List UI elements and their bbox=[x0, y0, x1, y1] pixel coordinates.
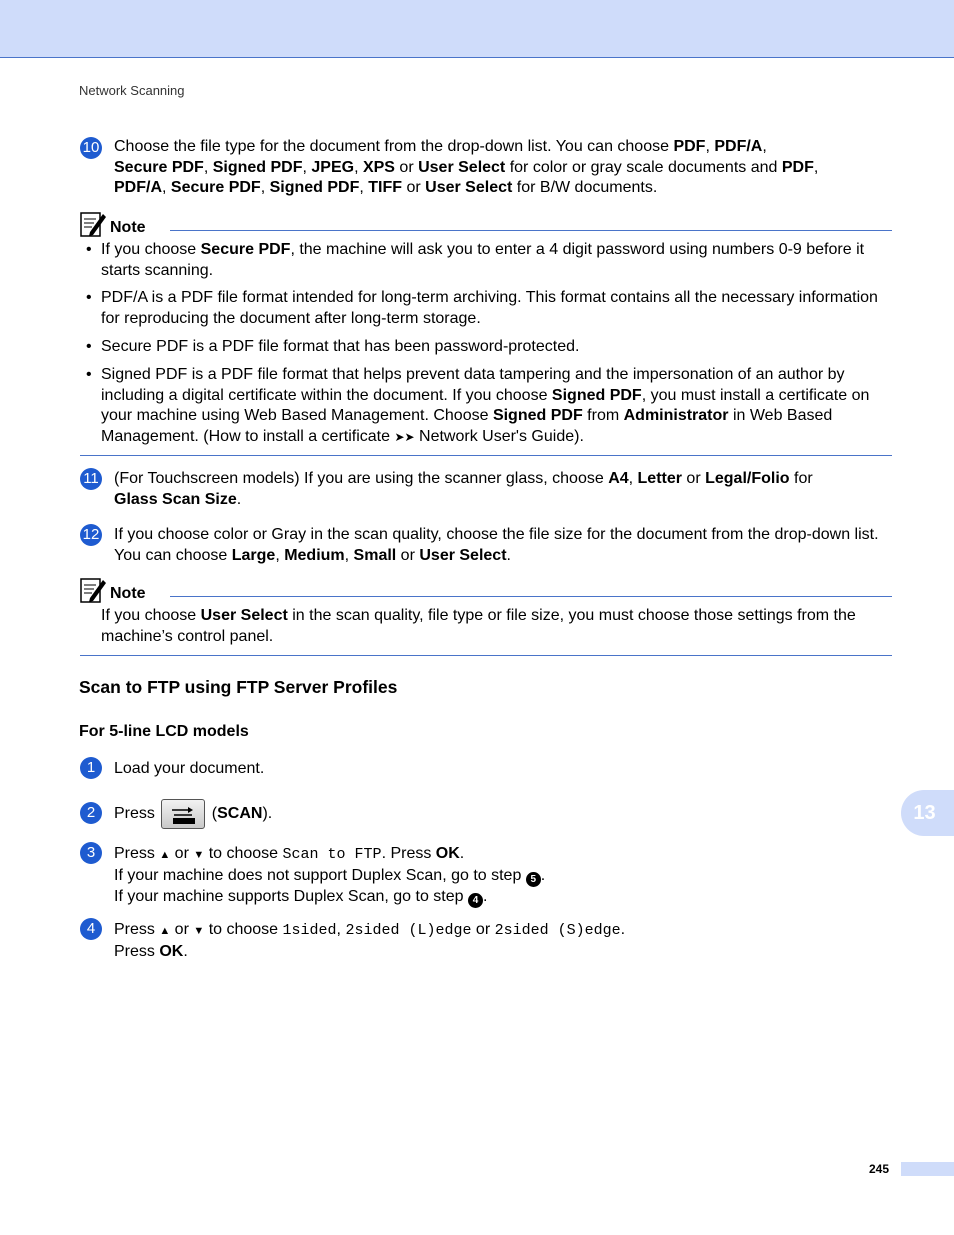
note-label: Note bbox=[110, 219, 146, 236]
step-number-3: 3 bbox=[80, 842, 102, 864]
step-2-text: Press (SCAN). bbox=[114, 798, 894, 829]
note-end-rule bbox=[80, 655, 892, 656]
note-end-rule bbox=[80, 455, 892, 456]
double-arrow-icon: ➤➤ bbox=[394, 429, 415, 444]
step-number-10: 10 bbox=[80, 137, 102, 159]
step-ref-5: 5 bbox=[526, 872, 541, 887]
note-header bbox=[80, 210, 892, 238]
note-label: Note bbox=[110, 585, 146, 602]
section-subtitle: For 5-line LCD models bbox=[79, 723, 249, 740]
running-head: Network Scanning bbox=[79, 83, 185, 98]
header-band bbox=[0, 0, 954, 58]
step-4-text: Press ▲ or ▼ to choose 1sided, 2sided (L)edge or 2sided (S)edge. Press OK. bbox=[114, 921, 626, 960]
step-3-text: Press ▲ or ▼ to choose Scan to FTP. Press OK. If your machine does not support Duplex Scan, go to step 5 . If your machine supports Duplex Scan, go to step 4 . bbox=[114, 845, 546, 906]
step-number-11: 11 bbox=[80, 468, 102, 490]
step-11-text: (For Touchscreen models) If you are using the scanner glass, choose A4, Letter or Legal/Folio for Glass Scan Size. bbox=[114, 470, 813, 508]
step-number-4: 4 bbox=[80, 918, 102, 940]
note-pencil-icon bbox=[80, 576, 106, 604]
section-title: Scan to FTP using FTP Server Profiles bbox=[79, 677, 398, 697]
note-2-text: If you choose User Select in the scan quality, file type or file size, you must choose those settings from the machine’s control panel. bbox=[101, 607, 856, 645]
up-arrow-icon: ▲ bbox=[159, 925, 171, 937]
down-arrow-icon: ▼ bbox=[193, 849, 205, 861]
step-number-1: 1 bbox=[80, 757, 102, 779]
step-ref-4: 4 bbox=[468, 893, 483, 908]
step-10-text: Choose the file type for the document from the drop-down list. You can choose PDF, PDF/A, Secure PDF, Signed PDF, JPEG, XPS or User Select for color or gray scale documents and PDF, PDF/A, Secure PDF, Signed PDF, TIFF or User Select for B/W documents. bbox=[114, 138, 819, 196]
scan-key-icon bbox=[161, 799, 205, 829]
step-12-text: If you choose color or Gray in the scan quality, choose the file size for the document from the drop-down list. You can choose Large, Medium, Small or User Select. bbox=[114, 526, 879, 564]
step-1-text: Load your document. bbox=[114, 760, 265, 777]
footer-bar bbox=[901, 1162, 954, 1176]
note-header bbox=[80, 576, 892, 604]
note-rule bbox=[170, 596, 892, 597]
down-arrow-icon: ▼ bbox=[193, 925, 205, 937]
chapter-tab: 13 bbox=[901, 790, 954, 836]
step-number-12: 12 bbox=[80, 524, 102, 546]
page-number: 245 bbox=[869, 1162, 890, 1176]
note-pencil-icon bbox=[80, 210, 106, 238]
up-arrow-icon: ▲ bbox=[159, 849, 171, 861]
note-rule bbox=[170, 230, 892, 231]
step-number-2: 2 bbox=[80, 802, 102, 824]
